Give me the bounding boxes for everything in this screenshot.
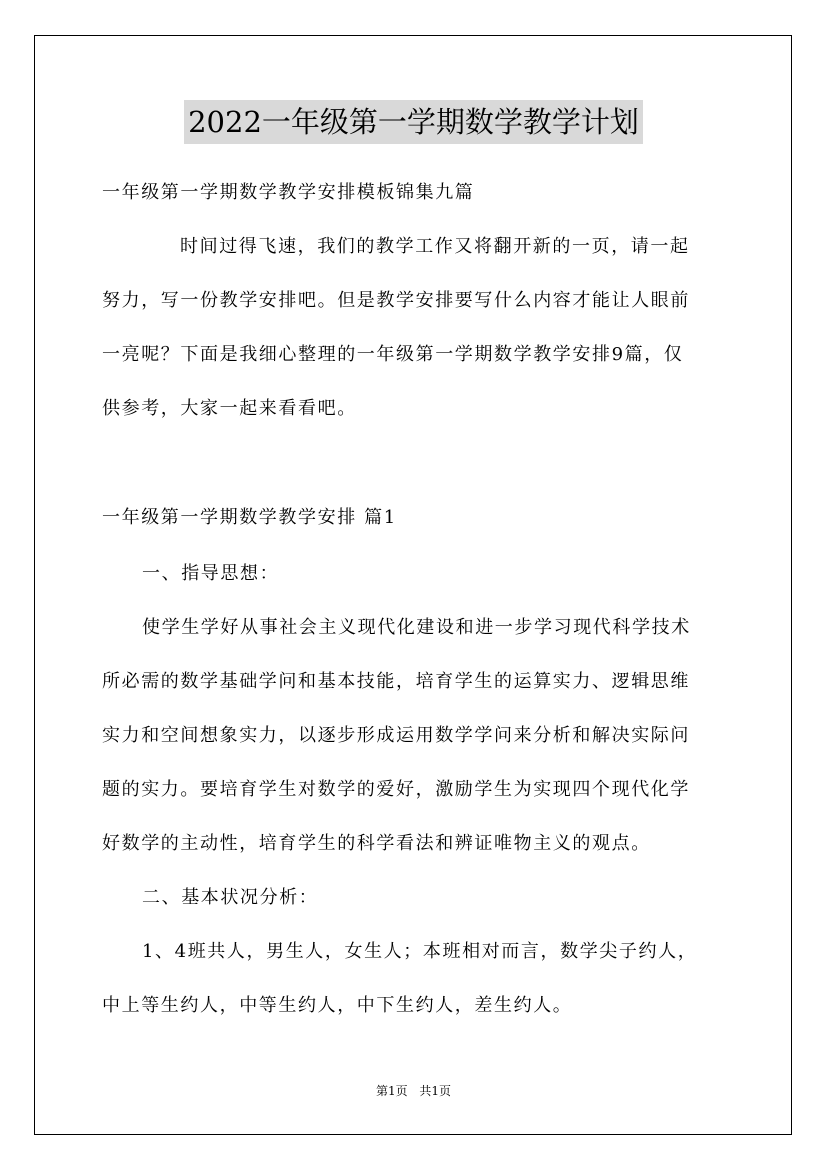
heading-situation-analysis: 二、基本状况分析： (142, 887, 319, 908)
page-number: 第1页 (375, 1084, 408, 1098)
intro-line: 供参考，大家一起来看看吧。 (102, 398, 357, 419)
intro-line: 努力，写一份教学安排吧。但是教学安排要写什么内容才能让人眼前 (102, 290, 690, 311)
section-title: 一年级第一学期数学教学安排 篇1 (102, 507, 397, 528)
paragraph-line: 中上等生约人，中等生约人，中下生约人，差生约人。 (102, 995, 573, 1016)
heading-guiding-thought: 一、指导思想： (142, 563, 280, 584)
subtitle: 一年级第一学期数学教学安排模板锦集九篇 (102, 182, 475, 203)
page-footer (0, 1083, 827, 1099)
paragraph-line: 实力和空间想象实力，以逐步形成运用数学学问来分析和解决实际问 (102, 725, 690, 746)
paragraph-line: 1、4班共人，男生人，女生人；本班相对而言，数学尖子约人， (142, 941, 698, 962)
paragraph-line: 所必需的数学基础学问和基本技能，培育学生的运算实力、逻辑思维 (102, 671, 690, 692)
intro-line: 时间过得飞速，我们的教学工作又将翻开新的一页，请一起 (180, 236, 690, 257)
paragraph-line: 好数学的主动性，培育学生的科学看法和辨证唯物主义的观点。 (102, 833, 651, 854)
title-container (0, 100, 827, 144)
paragraph-line: 使学生学好从事社会主义现代化建设和进一步学习现代科学技术 (142, 617, 691, 638)
paragraph-line: 题的实力。要培育学生对数学的爱好，激励学生为实现四个现代化学 (102, 779, 690, 800)
document-title: 2022一年级第一学期数学教学计划 (184, 100, 643, 144)
intro-line: 一亮呢？下面是我细心整理的一年级第一学期数学教学安排9篇，仅 (102, 344, 684, 365)
page-total: 共1页 (419, 1084, 452, 1098)
